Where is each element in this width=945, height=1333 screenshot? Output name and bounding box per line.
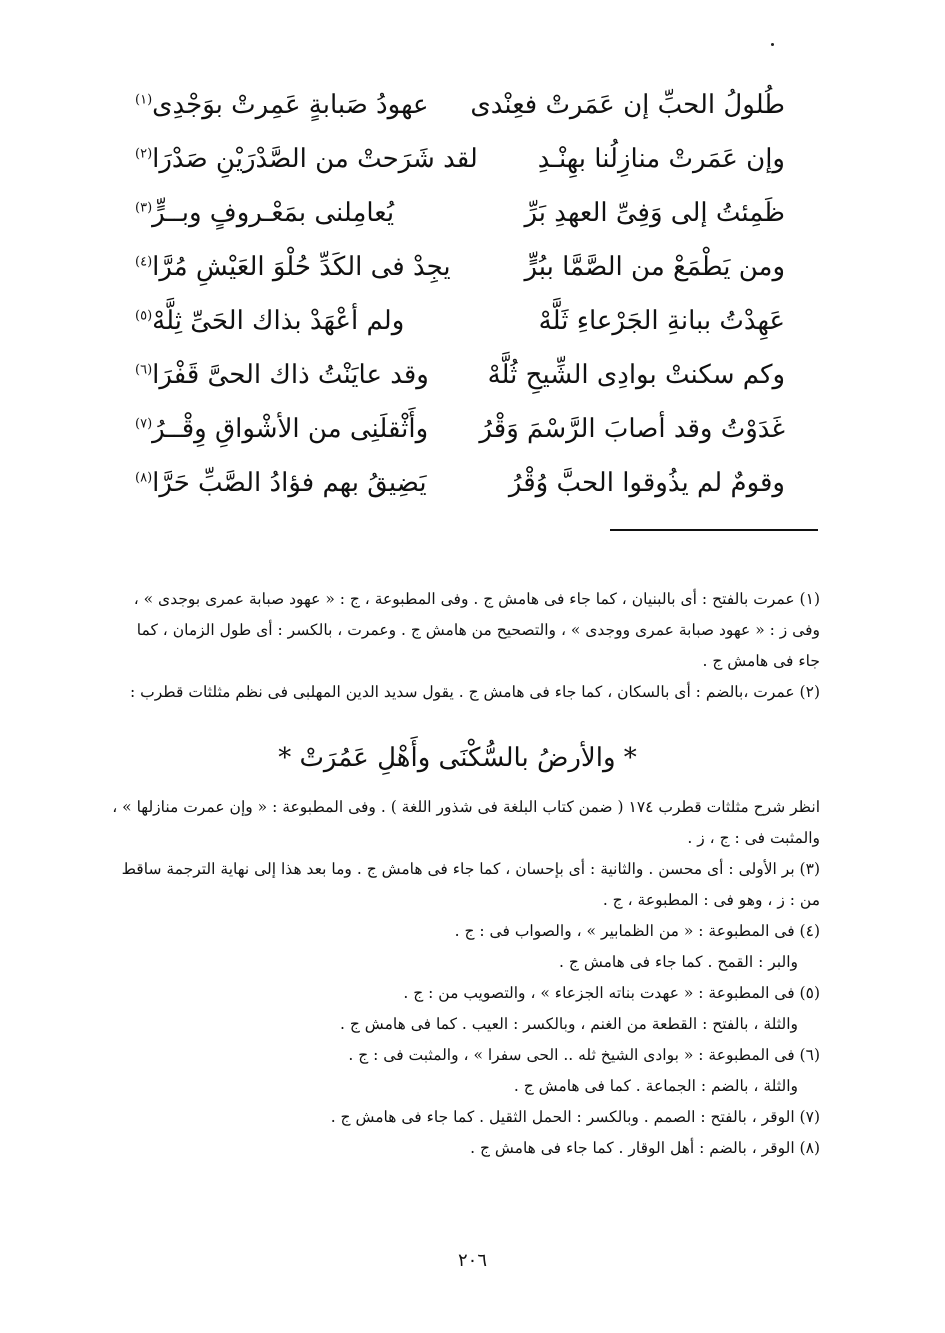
- verse-first-hemistich: عَهِدْتُ ببانةِ الجَرْعاءِ ثَلَّهْ: [538, 306, 785, 336]
- verse-row: [135, 186, 785, 240]
- footnote-2-continuation: والمثبت فى : ج ، ز .: [687, 829, 820, 847]
- verse-row: [135, 240, 785, 294]
- footnote-1-continuation: وفى ز : « عهود صبابة عمرى ووجدى » ، والتصحيح من هامش ج . وعمرت ، بالكسر : أى طول الزمان ، كما: [136, 621, 820, 639]
- verse-first-hemistich: ومن يَطْمَعْ من الصَّمَّا ببُرٍّ: [524, 252, 785, 282]
- verse-second-hemistich: [135, 414, 428, 444]
- poem-verses: [135, 78, 785, 510]
- footnote-6: (٦) فى المطبوعة : « بوادى الشيخ ثله .. الحى سفرا » ، والمثبت فى : ج .: [348, 1046, 820, 1064]
- verse-first-hemistich: وكم سكنتْ بوادِى الشِّيحِ ثُلَّهْ: [487, 360, 785, 390]
- verse-first-hemistich: وإن عَمَرتْ منازِلُنا بهِنْـدِ: [537, 144, 785, 174]
- footnote-2-continuation: انظر شرح مثلثات قطرب ١٧٤ ( ضمن كتاب البلغة فى شذور اللغة ) . وفى المطبوعة : « وإن عمرت منازلها » ،: [112, 798, 820, 816]
- hemistich-text: لقد شَرَحتْ من الصَّدْرَيْنِ صَدْرَا: [152, 144, 478, 174]
- footnotes: [95, 584, 820, 1164]
- hemistich-text: وأَثْقلَنِى من الأشْواقِ وِقْــرُ: [152, 414, 429, 444]
- footnote-5-continuation: والثلة ، بالفتح : القطعة من الغنم ، وبالكسر : العيب . كما فى هامش ج .: [340, 1015, 798, 1033]
- verse-first-hemistich: غَدَوْتُ وقد أصابَ الرَّسْمَ وَقْرُ: [479, 414, 785, 444]
- verse-second-hemistich: [135, 198, 394, 228]
- footnote-separator: [610, 529, 818, 531]
- footnote-4-continuation: والبر : القمح . كما جاء فى هامش ج .: [559, 953, 798, 971]
- footnote-marker: (٢): [135, 146, 153, 162]
- footnote-3: (٣) بر الأولى : أى محسن . والثانية : أى بإحسان ، كما جاء فى هامش ج . وما بعد هذا إلى نهاية الترجمة ساقط: [121, 860, 820, 878]
- footnote-6-continuation: والثلة ، بالضم : الجماعة . كما فى هامش ج .: [513, 1077, 798, 1095]
- verse-row: [135, 456, 785, 510]
- footnote-marker: (١): [135, 92, 153, 108]
- verse-first-hemistich: ظَمِئتُ إلى وَفِىِّ العهدِ بَرِّ: [524, 198, 785, 228]
- footnote-marker: (٨): [135, 470, 153, 486]
- footnote-1: (١) عمرت بالفتح : أى بالبنيان ، كما جاء فى هامش ج . وفى المطبوعة ، ج : « عهود صبابة عمرى بوجدى » ،: [133, 590, 820, 608]
- verse-second-hemistich: [135, 306, 404, 336]
- footnote-marker: (٧): [135, 416, 153, 432]
- footnote-4: (٤) فى المطبوعة : « من الظمابير » ، والصواب فى : ج .: [454, 922, 820, 940]
- verse-second-hemistich: [135, 360, 429, 390]
- page-number: ٢٠٦: [457, 1250, 487, 1271]
- footnote-7: (٧) الوقر ، بالفتح : الصمم . وبالكسر : الحمل الثقيل . كما جاء فى هامش ج .: [330, 1108, 820, 1126]
- verse-second-hemistich: [135, 468, 427, 498]
- footnote-marker: (٣): [135, 200, 153, 216]
- verse-second-hemistich: [135, 144, 478, 174]
- verse-second-hemistich: [135, 90, 429, 120]
- hemistich-text: يُعامِلنى بمَعْـروفٍ وبــرٍّ: [152, 198, 395, 228]
- hemistich-text: وقد عايَنْتُ ذاك الحىَّ قَفْرَا: [152, 360, 429, 390]
- verse-first-hemistich: طُلولُ الحبِّ إن عَمَرتْ فعِنْدى: [470, 90, 785, 120]
- verse-row: [135, 78, 785, 132]
- footnote-1-continuation: جاء فى هامش ج .: [702, 652, 820, 670]
- verse-second-hemistich: [135, 252, 451, 282]
- hemistich-text: ولم أعْهَدْ بذاك الحَىِّ ثِلَّهْ: [152, 306, 405, 336]
- verse-row: [135, 132, 785, 186]
- hemistich-text: عهودُ صَبابةٍ عَمِرتْ بوَجْدِى: [152, 90, 429, 120]
- footnote-marker: (٥): [135, 308, 153, 324]
- footnote-3-continuation: من : ز ، وهو فى : المطبوعة ، ج .: [602, 891, 820, 909]
- verse-row: [135, 348, 785, 402]
- footnote-marker: (٤): [135, 254, 153, 270]
- verse-row: [135, 402, 785, 456]
- footnote-2: (٢) عمرت ،بالضم : أى بالسكان ، كما جاء فى هامش ج . يقول سديد الدين المهلبى فى نظم مثلثات قطرب :: [130, 683, 820, 701]
- verse-first-hemistich: وقومٌ لم يذُوقوا الحبَّ وُقْرُ: [508, 468, 785, 498]
- hemistich-text: يَضِيقُ بهم فؤادُ الصَّبِّ حَرَّا: [152, 468, 427, 498]
- footnote-5: (٥) فى المطبوعة : « عهدت بناته الجزعاء » ، والتصويب من : ج .: [403, 984, 820, 1002]
- verse-row: [135, 294, 785, 348]
- hemistich-text: يجِدْ فى الكَدِّ حُلْوَ العَيْشِ مُرَّا: [152, 252, 451, 282]
- quoted-verse: * والأرضُ بالسُّكْنَى وأَهْلِ عَمُرَتْ *: [278, 743, 637, 773]
- footnote-8: (٨) الوقر ، بالضم : أهل الوقار . كما جاء فى هامش ج .: [470, 1139, 820, 1157]
- print-speck: [771, 43, 774, 46]
- footnote-marker: (٦): [135, 362, 153, 378]
